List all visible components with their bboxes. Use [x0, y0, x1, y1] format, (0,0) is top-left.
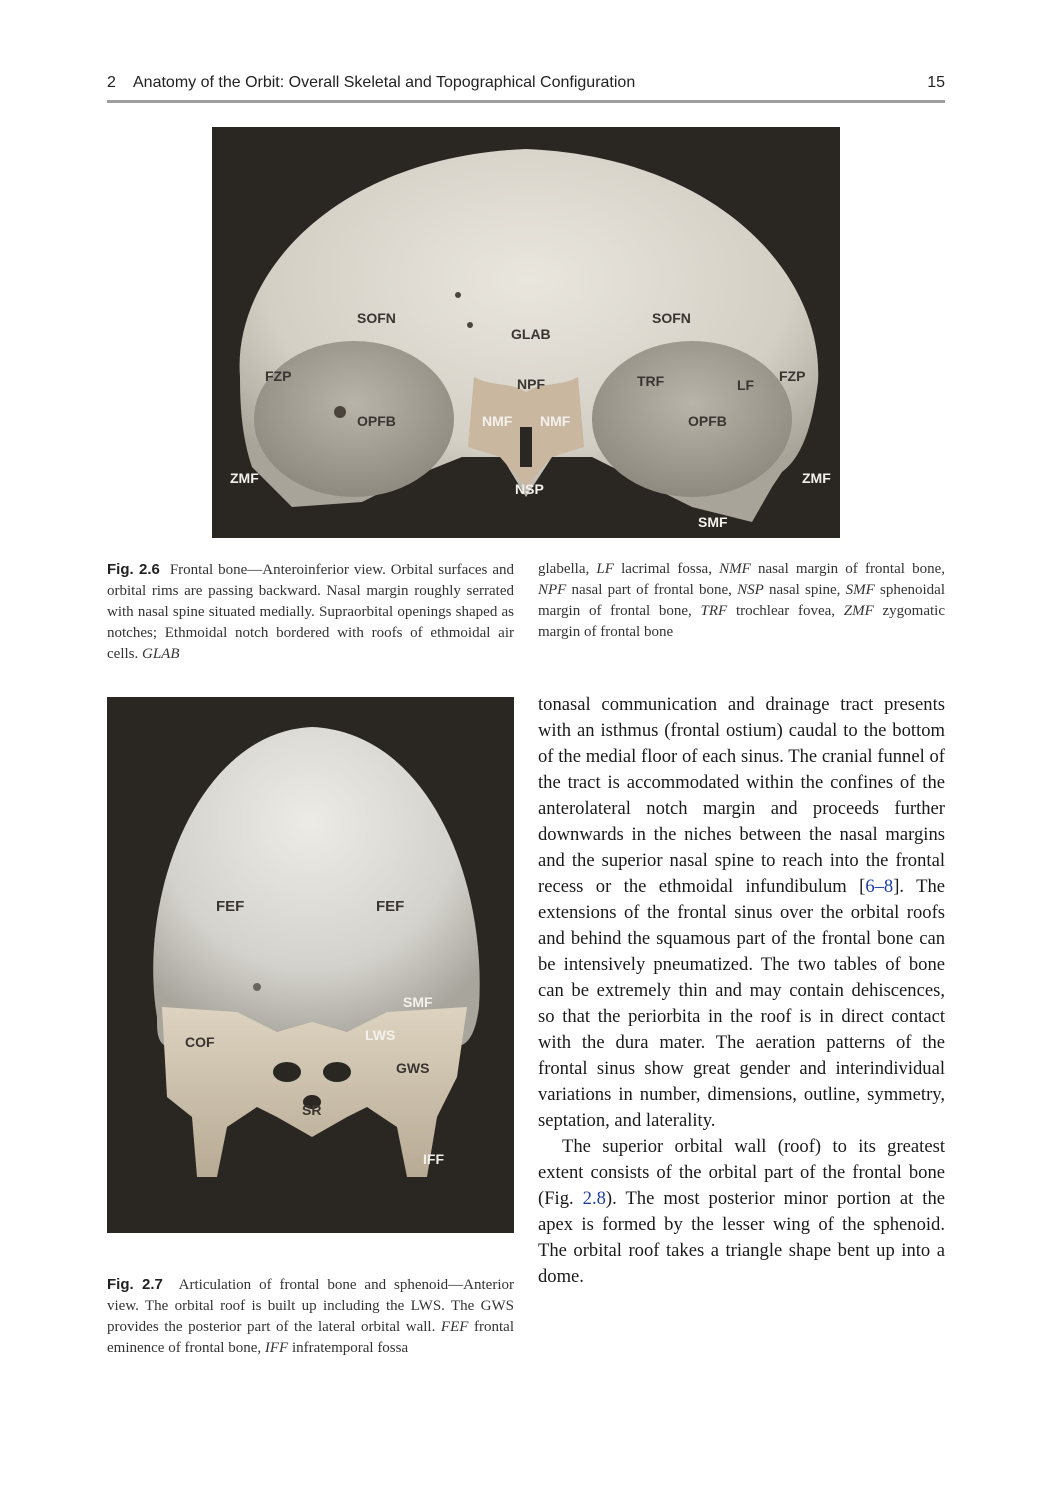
caption-abbr: FEF — [440, 1319, 469, 1335]
label-zmf-left: ZMF — [230, 470, 259, 486]
figure-2-6-label: Fig. 2.6 — [107, 561, 160, 578]
label-lws: LWS — [365, 1027, 396, 1043]
body-text: ). The most posterior minor portion at the apex is formed by the lesser wing of the sphenoid. The orbital roof takes a triangle shape bent up into a dome. — [538, 1188, 946, 1287]
label-opfb-right: OPFB — [688, 413, 727, 429]
caption-text: nasal margin of frontal bone, — [750, 561, 945, 577]
caption-text: nasal spine, — [763, 582, 846, 598]
figure-2-7-label: Fig. 2.7 — [107, 1276, 163, 1293]
frontal-sphenoid-illustration — [107, 697, 514, 1233]
body-text: tonasal communication and drainage tract presents with an isthmus (frontal ostium) caudal to the bottom of the medial floor of each sinus. The cranial funnel of the tract is accommodated within the confines of the anterolateral notch margin and proceeds further downwards in the niches between the nasal margins and the superior nasal spine to reach into the frontal recess or the ethmoidal infundibulum [ — [538, 694, 945, 897]
label-sofn-right: SOFN — [652, 310, 691, 326]
body-text: ]. The extensions of the frontal sinus over the orbital roofs and behind the squamous part of the frontal bone can be intensively pneumatized. The two tables of bone can be extremely thin and may contain dehiscences, so that the periorbita in the roof is in direct contact with the dura mater. The aeration patterns of the frontal sinus show great gender and interindividual variations in number, dimensions, outline, symmetry, septation, and laterality. — [538, 876, 945, 1131]
figure-reference-link[interactable]: 2.8 — [582, 1188, 606, 1209]
caption-abbr: LF — [596, 561, 614, 577]
body-paragraph-1 — [538, 692, 945, 1134]
label-gws: GWS — [396, 1060, 430, 1076]
label-smf: SMF — [403, 994, 433, 1010]
body-paragraph-2 — [538, 1134, 945, 1290]
label-nmf-right: NMF — [540, 413, 571, 429]
caption-text: frontal eminence of frontal bone, — [107, 1319, 514, 1356]
label-glab: GLAB — [511, 326, 551, 342]
label-sr: SR — [302, 1102, 322, 1118]
caption-text: Frontal bone—Anteroinferior view. Orbital surfaces and orbital rims are passing backward. Nasal margin roughly serrated with nasal spine situated medially. Supraorbital openings shaped as notches; Ethmoidal notch bordered with roofs of ethmoidal air cells. — [107, 562, 515, 662]
caption-abbr: SMF — [845, 582, 875, 598]
chapter-number: 2 — [107, 74, 116, 91]
caption-text: infratemporal fossa — [288, 1340, 409, 1356]
label-opfb-left: OPFB — [357, 413, 396, 429]
figure-2-7-image — [107, 697, 514, 1233]
label-nmf-left: NMF — [482, 413, 513, 429]
figure-2-6-caption-part-1 — [107, 559, 514, 665]
body-text-column — [538, 692, 945, 1290]
caption-text: lacrimal fossa, — [613, 561, 720, 577]
running-head — [107, 72, 945, 98]
caption-abbr: NSP — [737, 582, 764, 598]
label-fzp-left: FZP — [265, 368, 292, 384]
label-cof: COF — [185, 1034, 215, 1050]
label-smf: SMF — [698, 514, 728, 530]
caption-text: zygomatic margin of frontal bone — [538, 603, 945, 640]
label-sofn-left: SOFN — [357, 310, 396, 326]
caption-text: nasal part of frontal bone, — [566, 582, 738, 598]
label-fef-left: FEF — [216, 898, 245, 915]
label-fef-right: FEF — [376, 898, 405, 915]
label-zmf-right: ZMF — [802, 470, 831, 486]
label-npf: NPF — [517, 376, 545, 392]
caption-abbr: IFF — [264, 1340, 289, 1356]
caption-abbr: NPF — [538, 582, 567, 598]
caption-abbr: GLAB — [142, 646, 180, 662]
caption-abbr: NMF — [719, 561, 751, 577]
caption-text: Articulation of frontal bone and sphenoid—Anterior view. The orbital roof is built up including the LWS. The GWS provides the posterior part of the lateral orbital wall. — [107, 1277, 514, 1335]
body-text: The superior orbital wall (roof) to its greatest extent consists of the orbital part of the frontal bone (Fig. — [538, 1136, 945, 1209]
citation-link[interactable]: 6–8 — [865, 876, 894, 897]
label-fzp-right: FZP — [779, 368, 806, 384]
label-nsp: NSP — [515, 481, 544, 497]
caption-text: sphenoidal margin of frontal bone, — [538, 582, 946, 619]
caption-text: trochlear fovea, — [727, 603, 844, 619]
figure-2-6-image — [212, 127, 840, 538]
label-lf: LF — [737, 377, 755, 393]
header-rule — [107, 100, 945, 103]
caption-abbr: TRF — [700, 603, 728, 619]
chapter-title: Anatomy of the Orbit: Overall Skeletal and Topographical Configuration — [133, 74, 636, 91]
label-iff: IFF — [423, 1151, 444, 1167]
label-trf: TRF — [637, 373, 665, 389]
caption-text: glabella, — [538, 561, 597, 577]
caption-abbr: ZMF — [843, 603, 874, 619]
page-number: 15 — [927, 74, 945, 91]
figure-2-7-caption — [107, 1274, 514, 1359]
figure-2-6-caption-part-2 — [538, 559, 945, 643]
